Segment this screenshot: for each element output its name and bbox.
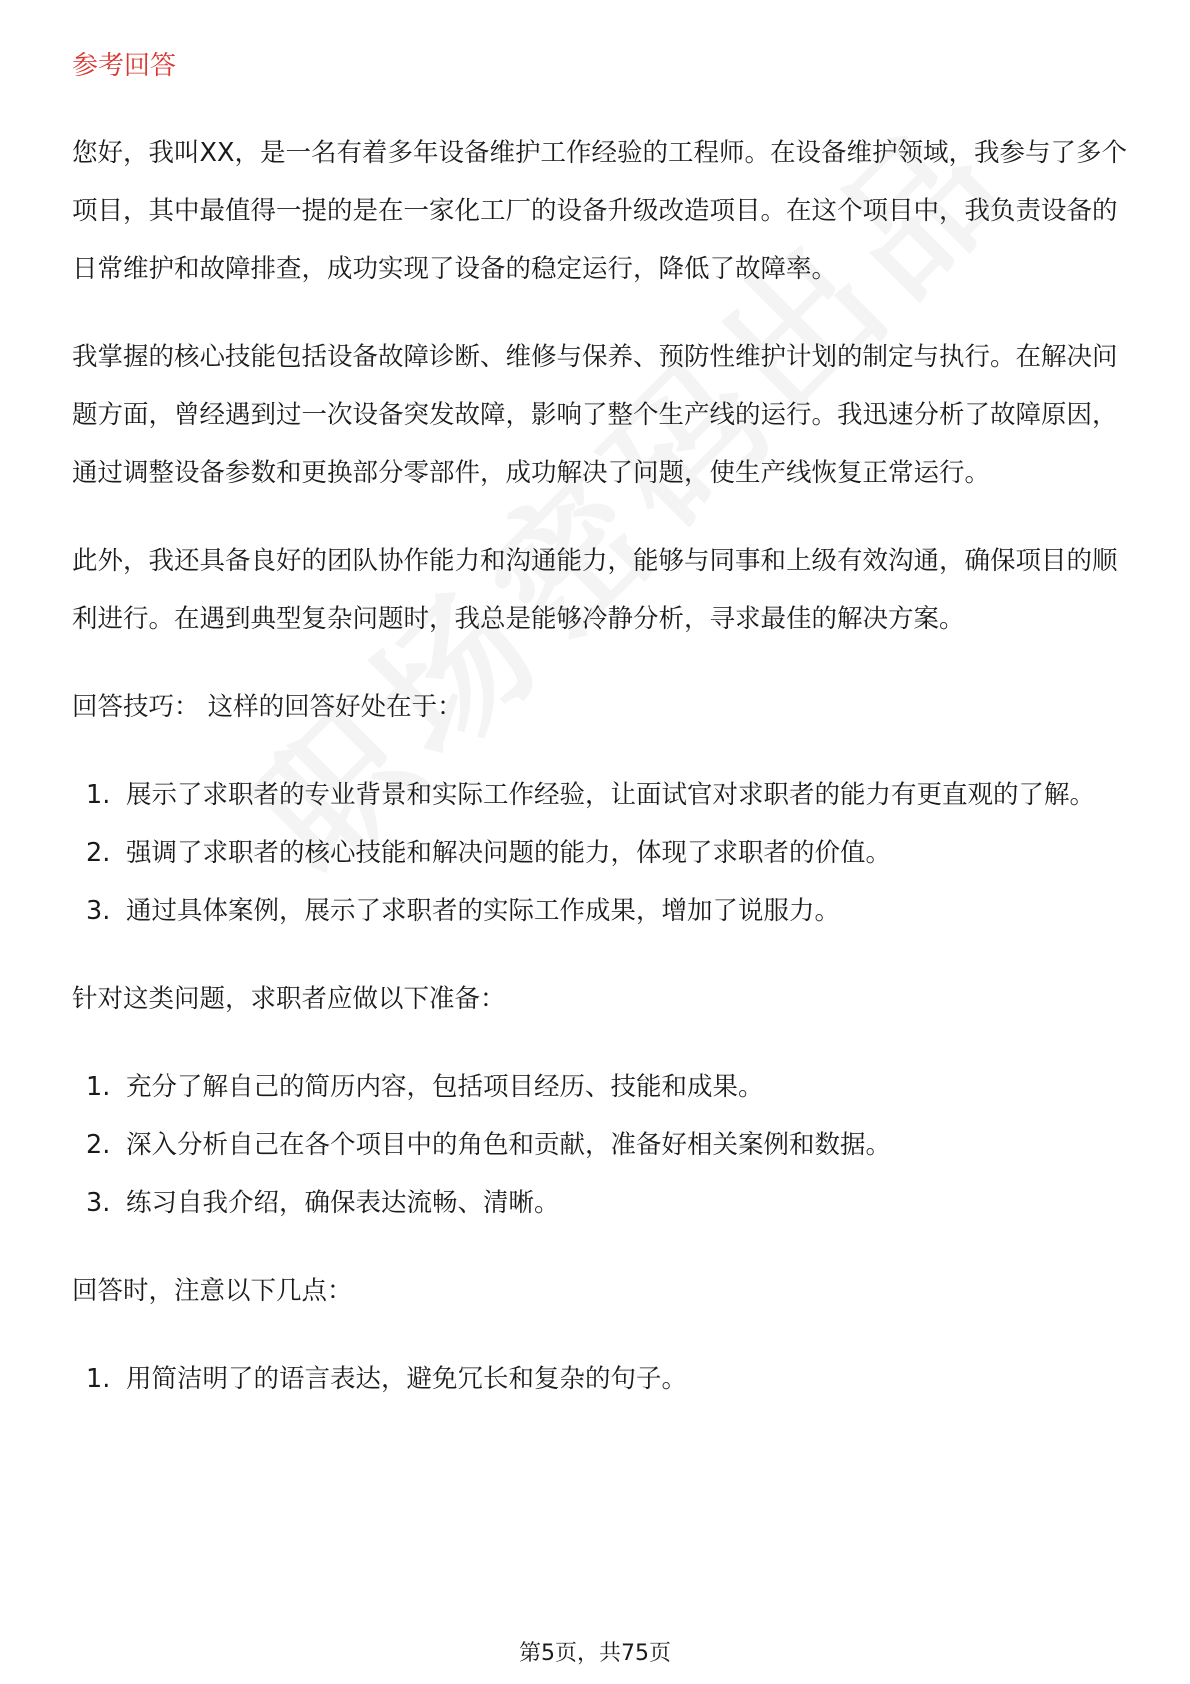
list-item <box>72 882 1132 940</box>
list-number: 3. <box>86 1188 111 1218</box>
notes-label: 回答时，注意以下几点： <box>72 1276 353 1306</box>
list-number: 1. <box>86 780 111 810</box>
list-number: 3. <box>86 896 111 926</box>
list-number: 1. <box>86 1364 111 1394</box>
list-item <box>72 766 1132 824</box>
list-text: 强调了求职者的核心技能和解决问题的能力，体现了求职者的价值。 <box>126 838 892 868</box>
list-text: 充分了解自己的简历内容，包括项目经历、技能和成果。 <box>126 1072 764 1102</box>
list-item <box>72 1350 1132 1408</box>
document-page <box>72 48 1132 1438</box>
tips-list <box>72 766 1132 940</box>
list-text: 展示了求职者的专业背景和实际工作经验，让面试官对求职者的能力有更直观的了解。 <box>126 780 1096 810</box>
list-item <box>72 1174 1132 1232</box>
list-item <box>72 1058 1132 1116</box>
list-text: 练习自我介绍，确保表达流畅、清晰。 <box>126 1188 560 1218</box>
list-number: 2. <box>86 1130 111 1160</box>
list-text: 深入分析自己在各个项目中的角色和贡献，准备好相关案例和数据。 <box>126 1130 892 1160</box>
prep-label: 针对这类问题，求职者应做以下准备： <box>72 984 506 1014</box>
page-number-footer: 第5页，共75页 <box>519 1641 671 1666</box>
list-item <box>72 824 1132 882</box>
list-number: 1. <box>86 1072 111 1102</box>
answer-paragraph-1: 您好，我叫XX，是一名有着多年设备维护工作经验的工程师。在设备维护领域，我参与了多个项目，其中最值得一提的是在一家化工厂的设备升级改造项目。在这个项目中，我负责设备的日常维护和故障排查，成功实现了设备的稳定运行，降低了故障率。 <box>72 138 1127 284</box>
list-text: 通过具体案例，展示了求职者的实际工作成果，增加了说服力。 <box>126 896 841 926</box>
tips-label: 回答技巧： 这样的回答好处在于： <box>72 692 463 722</box>
section-title: 参考回答 <box>72 51 177 81</box>
answer-paragraph-2: 我掌握的核心技能包括设备故障诊断、维修与保养、预防性维护计划的制定与执行。在解决问题方面，曾经遇到过一次设备突发故障，影响了整个生产线的运行。我迅速分析了故障原因，通过调整设备参数和更换部分零部件，成功解决了问题，使生产线恢复正常运行。 <box>72 342 1118 488</box>
prep-list <box>72 1058 1132 1232</box>
list-number: 2. <box>86 838 111 868</box>
list-item <box>72 1116 1132 1174</box>
answer-paragraph-3: 此外，我还具备良好的团队协作能力和沟通能力，能够与同事和上级有效沟通，确保项目的顺利进行。在遇到典型复杂问题时，我总是能够冷静分析，寻求最佳的解决方案。 <box>72 546 1118 634</box>
list-text: 用简洁明了的语言表达，避免冗长和复杂的句子。 <box>126 1364 688 1394</box>
notes-list <box>72 1350 1132 1408</box>
